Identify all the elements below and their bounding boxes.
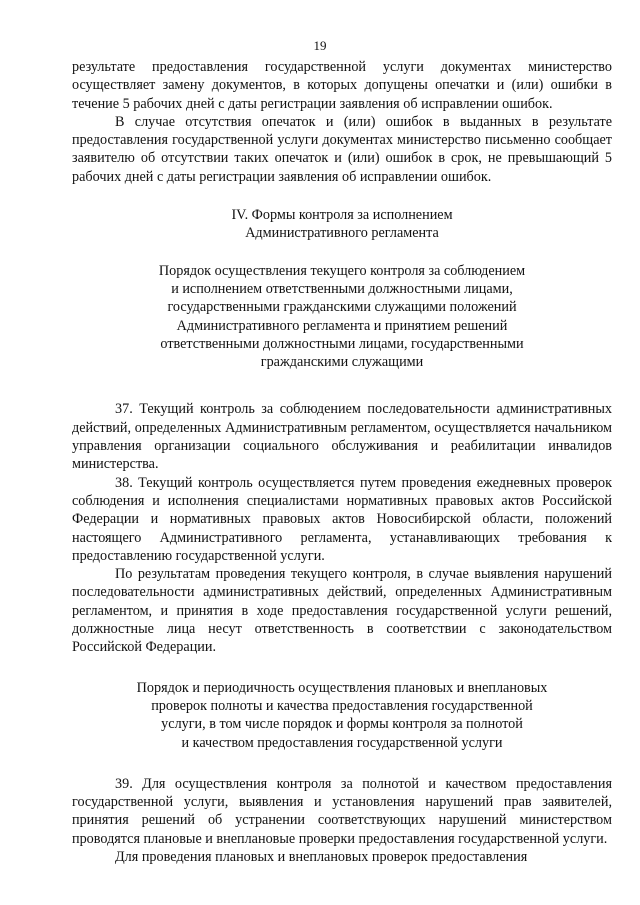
paragraph-no-errors: В случае отсутствия опечаток и (или) ошибок в выданных в результате предоставления государственной услуги документах министерство письменно сообщает заявителю об отсутствии таких опечаток и (или) ошибок в срок, не превышающий 5 рабочих дней с даты регистрации заявления об исправлении ошибок. [72,113,612,185]
paragraph-inspections-continued: Для проведения плановых и внеплановых проверок предоставления [115,848,528,865]
subheading-line: Порядок и периодичность осуществления плановых и внеплановых [136,679,548,696]
section-heading-line: IV. Формы контроля за исполнением [231,207,453,224]
subheading-line: и исполнением ответственными должностными лицами, [171,280,513,297]
paragraph-39: 39. Для осуществления контроля за полнотой и качеством предоставления государственной услуги, выявления и установления нарушений прав заявителей, принятия решений об устранении соответствующих нарушений министерством проводятся плановые и внеплановые проверки предоставления государственной услуги. [72,775,612,847]
subheading-line: проверок полноты и качества предоставления государственной [151,697,533,714]
paragraph-results: По результатам проведения текущего контроля, в случае выявления нарушений последовательности административных действий, определенных Административным регламентом, и принятия в ходе предоставления государственной услуги решений, должностные лица несут ответственность в соответствии с законодательством Российской Федерации. [72,566,612,656]
document-body [72,58,612,866]
page-number: 19 [313,38,327,53]
subheading-current-control [72,262,612,372]
subheading-line: Порядок осуществления текущего контроля за соблюдением [158,262,526,279]
subheading-line: государственными гражданскими служащими положений [167,299,517,316]
subheading-line: и качеством предоставления государственной услуги [181,734,503,751]
paragraph-37: 37. Текущий контроль за соблюдением последовательности административных действий, определенных Административным регламентом, осуществляется начальником управления организации социального обслуживания и реабилитации инвалидов министерства. [72,401,612,473]
subheading-line: услуги, в том числе порядок и формы контроля за полнотой [161,716,523,733]
paragraph-continuation: результате предоставления государственной услуги документах министерство осуществляет замену документов, в которых допущены опечатки и (или) ошибки в течение 5 рабочих дней с даты регистрации заявления об исправлении ошибок. [72,59,612,112]
subheading-line: гражданскими служащими [260,354,424,371]
section-heading-line: Административного регламента [245,225,439,242]
subheading-line: ответственными должностными лицами, государственными [160,335,524,352]
subheading-line: Административного регламента и принятием решений [176,317,508,334]
subheading-inspections [72,679,612,752]
paragraph-38: 38. Текущий контроль осуществляется путем проведения ежедневных проверок соблюдения и исполнения специалистами нормативных правовых актов Российской Федерации и нормативных правовых актов Новосибирской области, положений настоящего Административного регламента, устанавливающих требования к предоставлению государственной услуги. [72,474,612,564]
section-heading [72,206,612,243]
